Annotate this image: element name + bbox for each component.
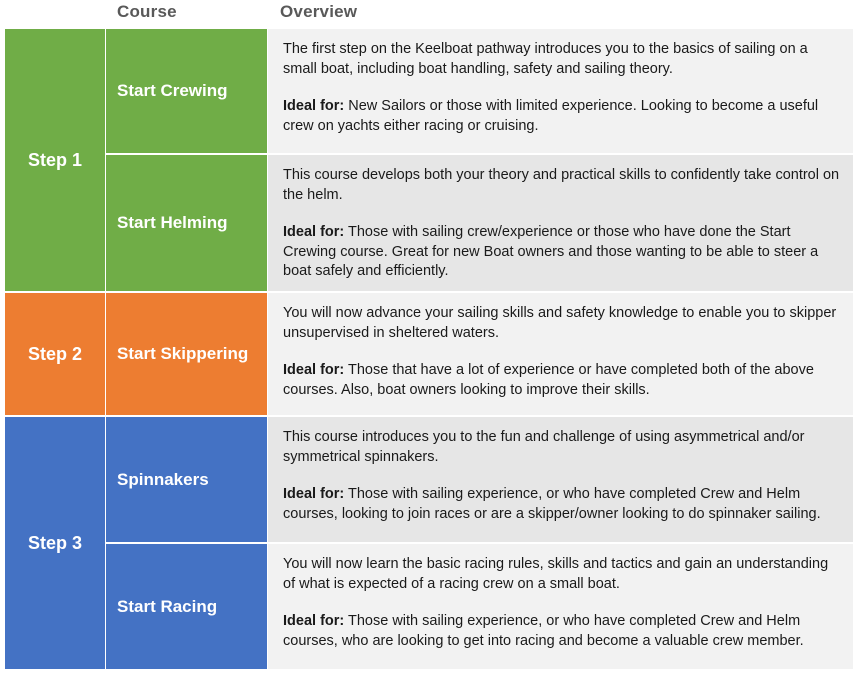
ideal-for-label: Ideal for: bbox=[283, 362, 345, 378]
ideal-for bbox=[283, 485, 843, 524]
overview-start-helming bbox=[268, 155, 853, 291]
ideal-for-text: Those with sailing experience, or who have completed Crew and Helm courses, who are looking to get into racing and become a valuable crew member. bbox=[283, 613, 804, 649]
overview-start-skippering bbox=[268, 293, 853, 415]
header-course: Course bbox=[117, 2, 177, 21]
ideal-for-label: Ideal for: bbox=[283, 486, 345, 502]
course-name: Start Skippering bbox=[117, 344, 249, 363]
overview-start-crewing bbox=[268, 29, 853, 153]
header-overview: Overview bbox=[280, 2, 358, 21]
course-start-skippering bbox=[106, 293, 267, 415]
overview-start-racing bbox=[268, 544, 853, 669]
overview-text: You will now advance your sailing skills and safety knowledge to enable you to skipper unsupervised in sheltered waters. bbox=[283, 305, 837, 341]
step-2-label: Step 2 bbox=[27, 343, 83, 364]
step-1-cell bbox=[5, 29, 105, 291]
course-start-racing bbox=[106, 544, 267, 669]
step-2-cell bbox=[5, 293, 105, 415]
ideal-for bbox=[283, 612, 843, 651]
ideal-for bbox=[283, 97, 843, 136]
ideal-for-text: Those with sailing crew/experience or those who have done the Start Crewing course. Great for new Boat owners and those wanting to be able to steer a boat safely and efficiently. bbox=[283, 224, 819, 279]
overview-text: The first step on the Keelboat pathway introduces you to the basics of sailing on a small boat, including boat handling, safety and sailing theory. bbox=[283, 41, 808, 77]
step-3-label: Step 3 bbox=[27, 532, 83, 553]
overview-text: This course introduces you to the fun and challenge of using asymmetrical and/or symmetrical spinnakers. bbox=[283, 429, 805, 465]
overview-text: You will now learn the basic racing rules, skills and tactics and gain an understanding of what is expected of a racing crew on a small boat. bbox=[283, 556, 829, 592]
course-name: Spinnakers bbox=[117, 469, 209, 489]
ideal-for-label: Ideal for: bbox=[283, 98, 345, 114]
step-3-cell bbox=[5, 417, 105, 669]
ideal-for-text: New Sailors or those with limited experience. Looking to become a useful crew on yachts either racing or cruising. bbox=[283, 98, 819, 134]
ideal-for-text: Those with sailing experience, or who have completed Crew and Helm courses, looking to join races or are a skipper/owner looking to do spinnaker sailing. bbox=[283, 486, 821, 522]
overview-text: This course develops both your theory and practical skills to confidently take control on the helm. bbox=[283, 167, 840, 203]
course-start-helming bbox=[106, 155, 267, 291]
course-name: Start Helming bbox=[117, 213, 228, 232]
course-name: Start Racing bbox=[117, 596, 218, 616]
course-spinnakers bbox=[106, 417, 267, 542]
course-name: Start Crewing bbox=[117, 81, 228, 100]
overview-spinnakers bbox=[268, 417, 853, 542]
ideal-for-label: Ideal for: bbox=[283, 224, 345, 240]
ideal-for-label: Ideal for: bbox=[283, 613, 345, 629]
course-start-crewing bbox=[106, 29, 267, 153]
ideal-for-text: Those that have a lot of experience or have completed both of the above courses. Also, boat owners looking to improve their skills. bbox=[283, 362, 814, 398]
ideal-for bbox=[283, 223, 843, 282]
step-1-label: Step 1 bbox=[27, 149, 83, 170]
ideal-for bbox=[283, 361, 843, 400]
